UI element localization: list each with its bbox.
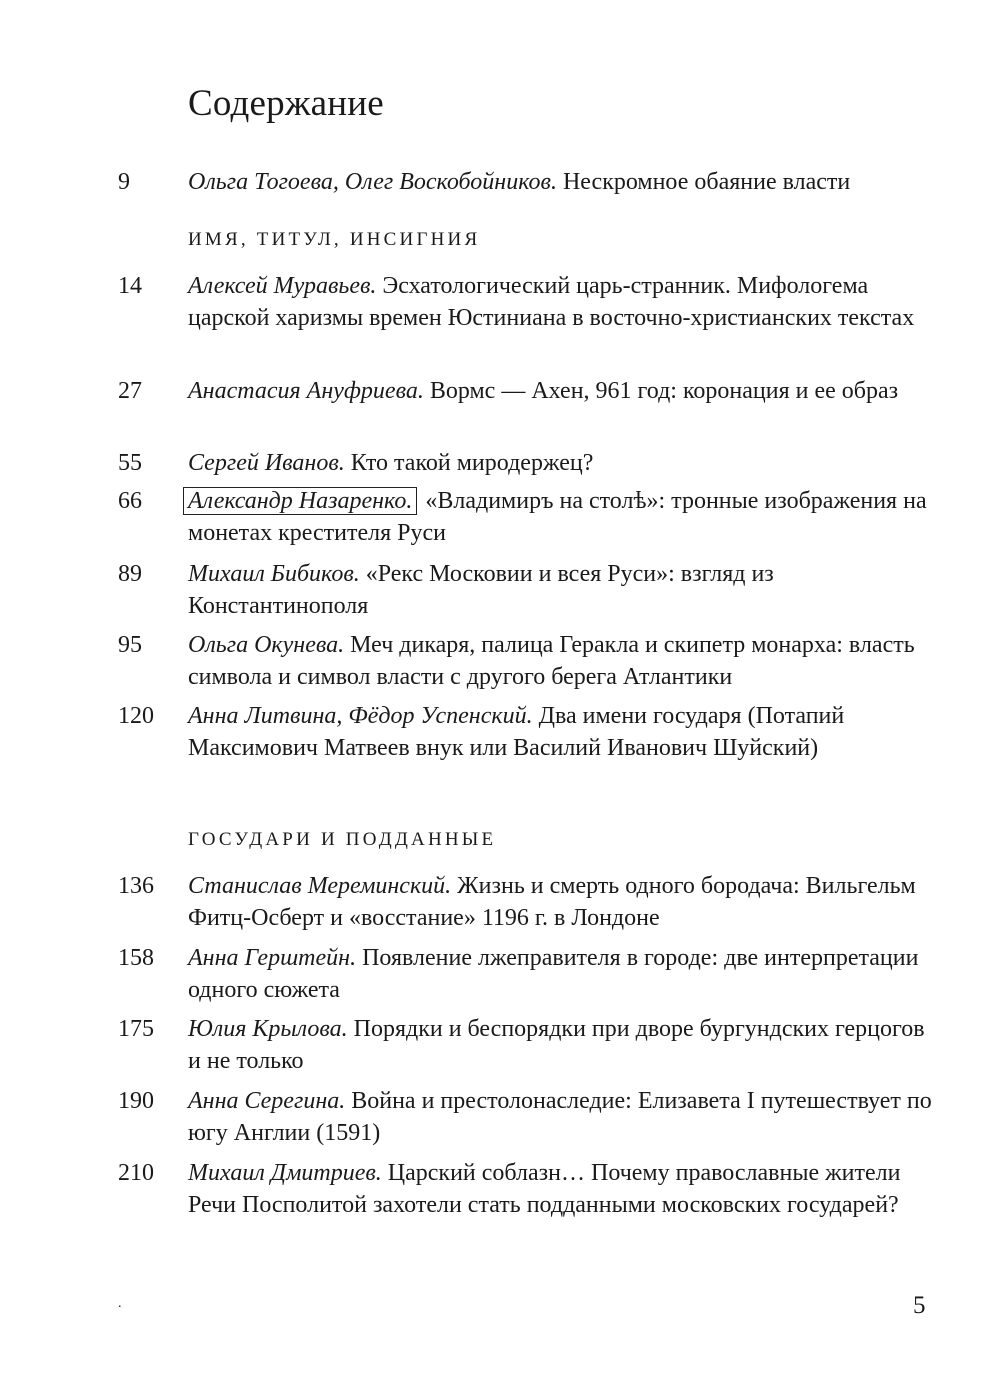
toc-title: Нескромное обаяние власти — [562, 169, 851, 195]
footer-page-number: 5 — [913, 1292, 926, 1319]
toc-title: Царский соблазн… Почему православные жители Речи Посполитой захотели стать подданными московских государей? — [188, 1160, 901, 1218]
toc-page-number: 95 — [118, 632, 142, 658]
footer-mark: . — [118, 1296, 122, 1311]
toc-entry-text — [188, 700, 933, 764]
toc-entry-text — [188, 629, 933, 693]
toc-title: Кто такой миродержец? — [350, 450, 594, 476]
toc-author-highlighted[interactable]: Александр Назаренко. — [183, 487, 417, 515]
toc-entry-text — [188, 1157, 933, 1221]
toc-page-number: 175 — [118, 1016, 154, 1042]
toc-title: Появление лжеправителя в городе: две интерпретации одного сюжета — [188, 945, 919, 1003]
toc-author: Михаил Дмитриев. — [188, 1160, 382, 1186]
toc-page-number: 120 — [118, 703, 154, 729]
toc-entry-text — [188, 870, 933, 934]
toc-page-number: 210 — [118, 1160, 154, 1186]
toc-author: Анна Серегина. — [188, 1088, 346, 1114]
toc-title: Жизнь и смерть одного бородача: Вильгельм Фитц-Осберт и «восстание» 1196 г. в Лондоне — [188, 873, 916, 931]
toc-page-number: 55 — [118, 450, 142, 476]
page-title: Содержание — [188, 83, 384, 124]
toc-entry-text — [188, 375, 933, 407]
toc-author: Ольга Тогоева, Олег Воскобойников. — [188, 169, 557, 195]
toc-title: Вормс — Ахен, 961 год: коронация и ее образ — [429, 378, 899, 404]
section-heading: ИМЯ, ТИТУЛ, ИНСИГНИЯ — [188, 229, 481, 250]
toc-entry-text — [188, 558, 933, 622]
toc-page-number: 14 — [118, 273, 142, 299]
toc-entry-text — [188, 447, 933, 479]
toc-page-number: 66 — [118, 488, 142, 514]
toc-page-number: 136 — [118, 873, 154, 899]
toc-page-number: 190 — [118, 1088, 154, 1114]
toc-author: Анна Герштейн. — [188, 945, 357, 971]
toc-entry-text — [188, 1013, 933, 1077]
toc-entry-text — [188, 485, 933, 549]
toc-page-number: 89 — [118, 561, 142, 587]
toc-author: Анна Литвина, Фёдор Успенский. — [188, 703, 533, 729]
toc-author: Алексей Муравьев. — [188, 273, 377, 299]
toc-author: Юлия Крылова. — [188, 1016, 348, 1042]
toc-page-number: 27 — [118, 378, 142, 404]
toc-author: Станислав Мереминский. — [188, 873, 452, 899]
toc-author: Сергей Иванов. — [188, 450, 345, 476]
toc-author: Михаил Бибиков. — [188, 561, 360, 587]
toc-entry-text — [188, 1085, 933, 1149]
toc-author: Анастасия Ануфриева. — [188, 378, 424, 404]
toc-title: Эсхатологический царь-странник. Мифологема царской харизмы времен Юстиниана в восточно-христианских текстах — [188, 273, 915, 331]
toc-author: Ольга Окунева. — [188, 632, 345, 658]
toc-title: «Рекс Московии и всея Руси»: взгляд из Константинополя — [188, 561, 774, 619]
toc-page-number: 9 — [118, 169, 130, 195]
toc-entry-text — [188, 166, 933, 198]
section-heading: ГОСУДАРИ И ПОДДАННЫЕ — [188, 829, 497, 850]
toc-entry-text — [188, 270, 933, 334]
toc-page-number: 158 — [118, 945, 154, 971]
toc-title: Порядки и беспорядки при дворе бургундских герцогов и не только — [188, 1016, 925, 1074]
toc-title: Война и престолонаследие: Елизавета I путешествует по югу Англии (1591) — [188, 1088, 932, 1146]
toc-title: Два имени государя (Потапий Максимович Матвеев внук или Василий Иванович Шуйский) — [188, 703, 845, 761]
toc-title: Меч дикаря, палица Геракла и скипетр монарха: власть символа и символ власти с другого берега Атлантики — [188, 632, 915, 690]
toc-title: «Владимиръ на столѣ»: тронные изображения на монетах крестителя Руси — [188, 488, 927, 546]
toc-entry-text — [188, 942, 933, 1006]
